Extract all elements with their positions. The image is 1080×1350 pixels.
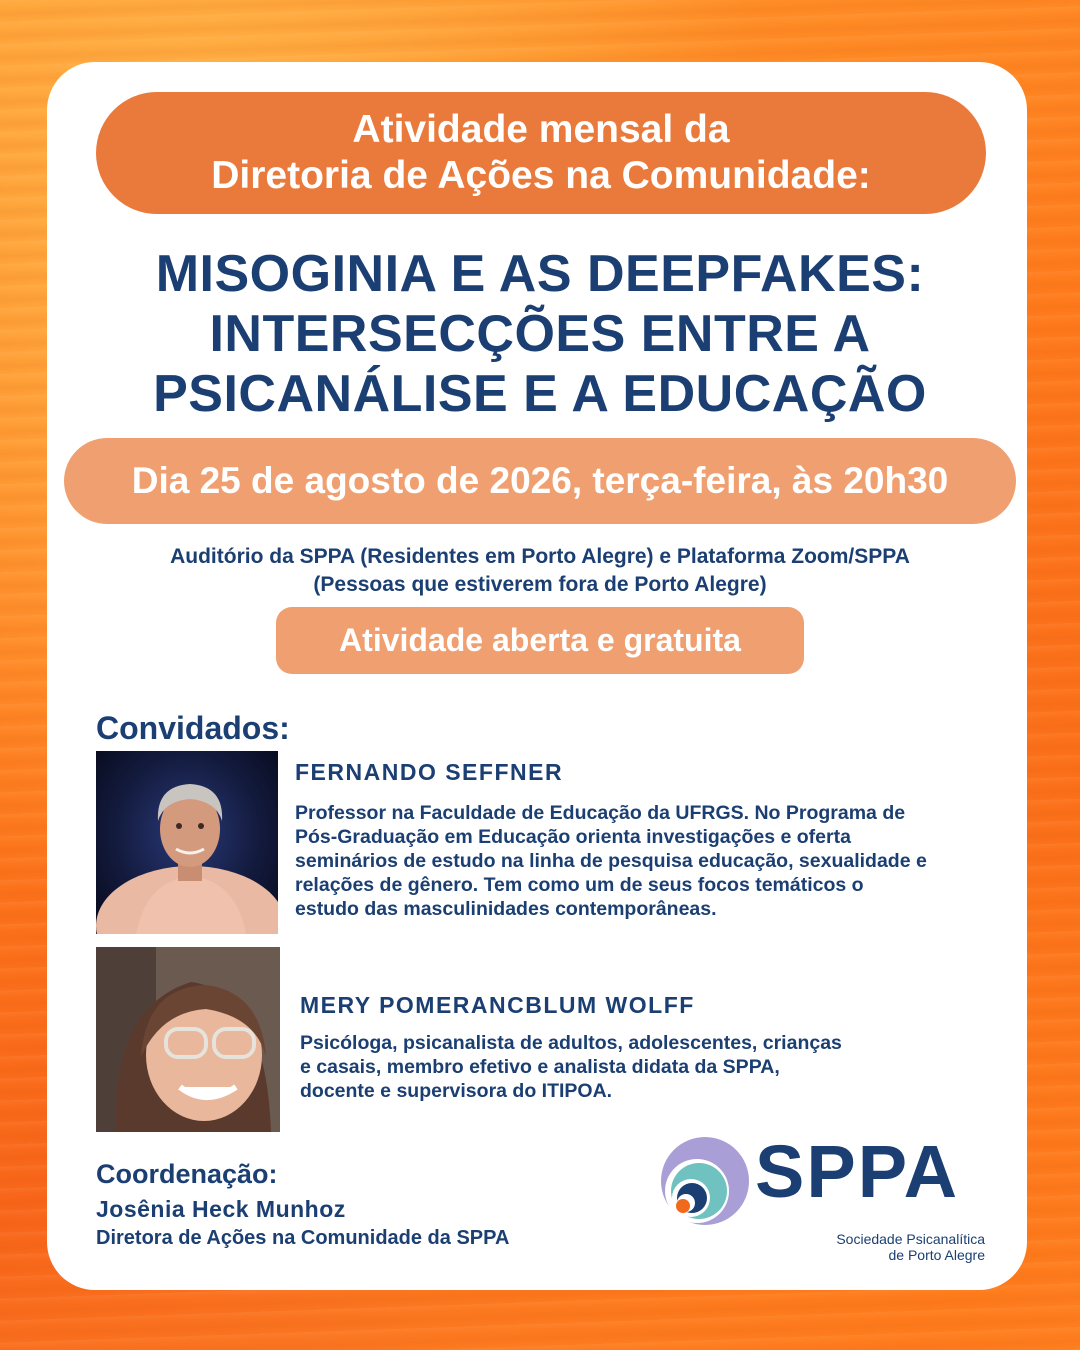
location-line-2: (Pessoas que estiverem fora de Porto Alegre)	[313, 573, 767, 596]
sppa-logo-subtitle	[785, 1231, 985, 1263]
sppa-logo	[655, 1130, 995, 1265]
coordination-heading: Coordenação:	[96, 1159, 278, 1189]
sppa-subtitle-line-2: de Porto Alegre	[888, 1247, 985, 1263]
guest-bio-1-line: relações de gênero. Tem como um de seus focos temáticos o	[295, 874, 864, 896]
sppa-logo-mark-icon	[655, 1135, 755, 1235]
title-line-1: MISOGINIA E AS DEEPFAKES:	[155, 245, 925, 303]
guest-bio-2	[300, 1031, 1000, 1103]
guest-name-1: FERNANDO SEFFNER	[295, 759, 564, 785]
guest-bio-2-line: Psicóloga, psicanalista de adultos, adolescentes, crianças	[300, 1032, 842, 1054]
free-activity-badge: Atividade aberta e gratuita	[276, 607, 804, 674]
location-line-1: Auditório da SPPA (Residentes em Porto Alegre) e Plataforma Zoom/SPPA	[170, 545, 910, 568]
guest-bio-1-line: Professor na Faculdade de Educação da UFRGS. No Programa de	[295, 802, 906, 824]
sppa-subtitle-line-1: Sociedade Psicanalítica	[836, 1231, 985, 1247]
title-line-2: INTERSECÇÕES ENTRE A	[209, 305, 871, 363]
event-title	[100, 244, 980, 424]
title-line-3: PSICANÁLISE E A EDUCAÇÃO	[153, 365, 927, 423]
guest-bio-1	[295, 801, 1015, 921]
location-text	[80, 543, 1000, 599]
guest-bio-1-line: seminários de estudo na linha de pesquisa educação, sexualidade e	[295, 850, 927, 872]
date-banner: Dia 25 de agosto de 2026, terça-feira, às 20h30	[64, 438, 1016, 524]
guest-photo-fernando	[96, 751, 278, 934]
coordinator-name: Josênia Heck Munhoz	[96, 1196, 346, 1222]
guest-bio-2-line: e casais, membro efetivo e analista didata da SPPA,	[300, 1056, 780, 1078]
sppa-logo-text: SPPA	[755, 1130, 960, 1213]
header-line-1: Atividade mensal da	[352, 108, 730, 151]
guest-bio-2-line: docente e supervisora do ITIPOA.	[300, 1080, 613, 1102]
guest-bio-1-line: estudo das masculinidades contemporâneas.	[295, 898, 717, 920]
guest-photo-mery	[96, 947, 280, 1132]
guests-heading: Convidados:	[96, 710, 290, 746]
guest-bio-1-line: Pós-Graduação em Educação orienta investigações e oferta	[295, 826, 851, 848]
header-banner	[96, 92, 986, 214]
coordinator-role: Diretora de Ações na Comunidade da SPPA	[96, 1227, 510, 1249]
guest-name-2: MERY POMERANCBLUM WOLFF	[300, 992, 695, 1018]
header-line-2: Diretoria de Ações na Comunidade:	[211, 154, 871, 197]
